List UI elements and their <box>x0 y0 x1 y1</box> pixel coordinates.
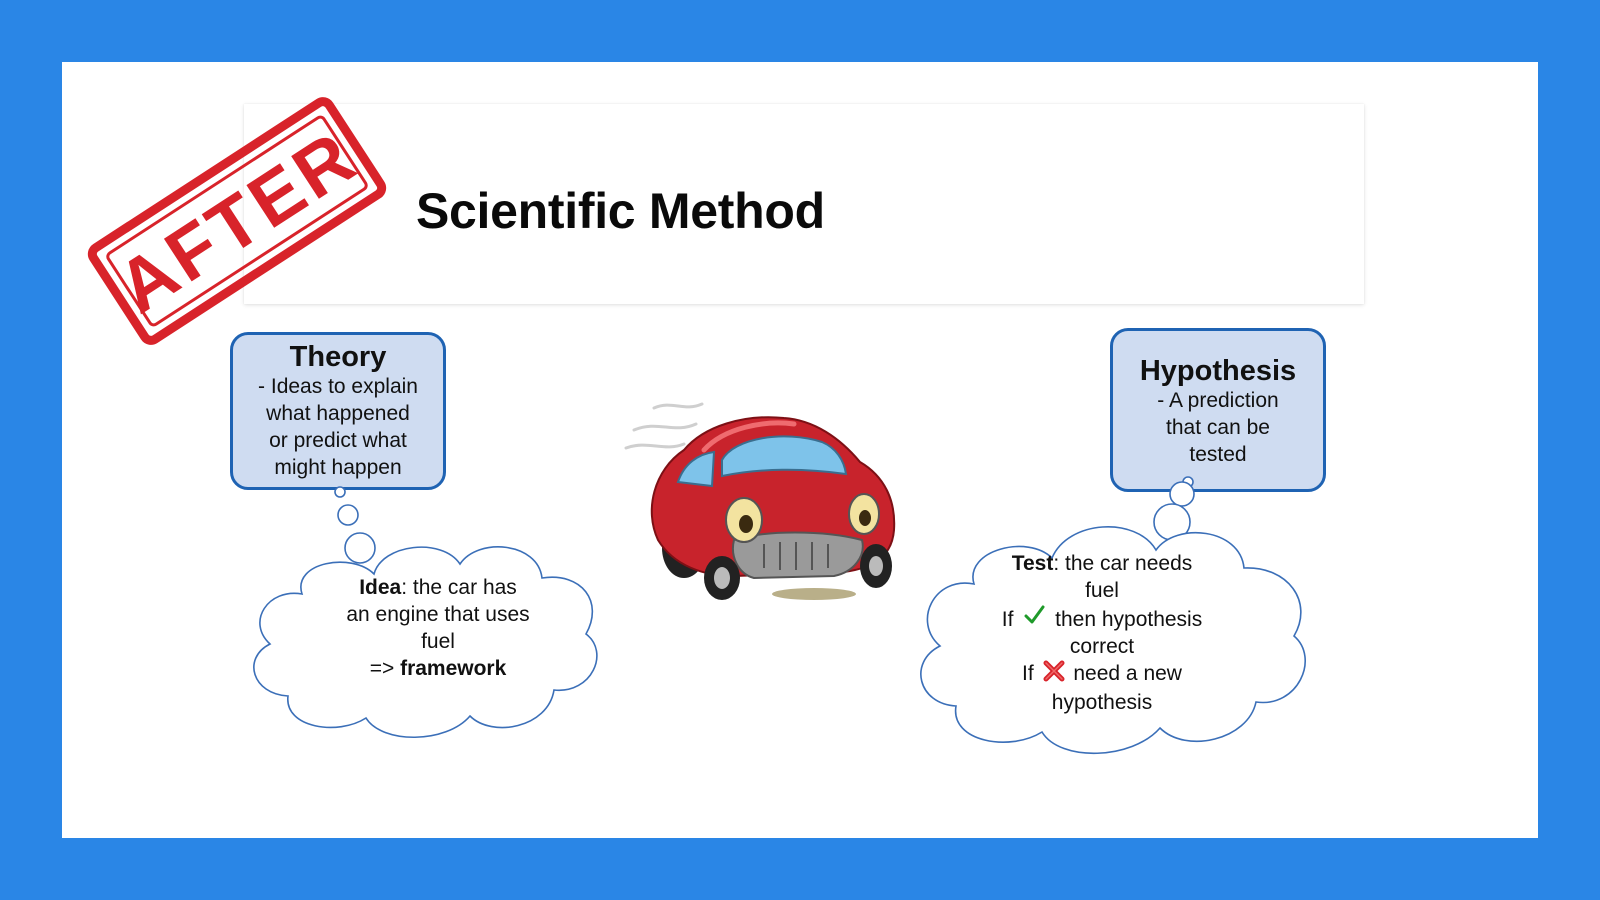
thought-dot-medium <box>1170 482 1194 506</box>
hypothesis-box <box>1110 328 1326 492</box>
after-stamp <box>83 93 390 350</box>
theory-line-4: might happen <box>274 456 402 479</box>
theory-line-3: or predict what <box>269 429 407 452</box>
theory-line-1: - Ideas to explain <box>258 375 418 398</box>
page-title: Scientific Method <box>416 183 825 239</box>
hypothesis-line-2: that can be <box>1166 416 1270 439</box>
cross-icon <box>1040 660 1068 689</box>
theory-heading: Theory <box>289 341 387 373</box>
stamp-text: AFTER <box>102 113 372 329</box>
hypothesis-heading: Hypothesis <box>1139 355 1297 387</box>
thought-dot-large <box>345 533 375 563</box>
theory-line-2: what happened <box>266 402 410 425</box>
check-icon <box>1019 604 1049 633</box>
idea-text: Idea: the car has an engine that uses fuel => framework <box>346 576 530 680</box>
hypothesis-line-3: tested <box>1189 443 1247 466</box>
test-text: Test: the car needs fuel If then hypothesis correct If need a new hypothesis <box>1001 552 1203 714</box>
test-label: Test <box>1011 552 1054 575</box>
framework-text: framework <box>400 657 507 680</box>
broken-car-illustration <box>614 390 914 610</box>
theory-box <box>230 332 446 490</box>
slide <box>62 62 1538 838</box>
hypothesis-line-1: - A prediction <box>1157 389 1279 412</box>
thought-dot-medium <box>338 505 358 525</box>
thought-dot-small <box>335 487 345 497</box>
idea-label: Idea <box>359 576 402 599</box>
